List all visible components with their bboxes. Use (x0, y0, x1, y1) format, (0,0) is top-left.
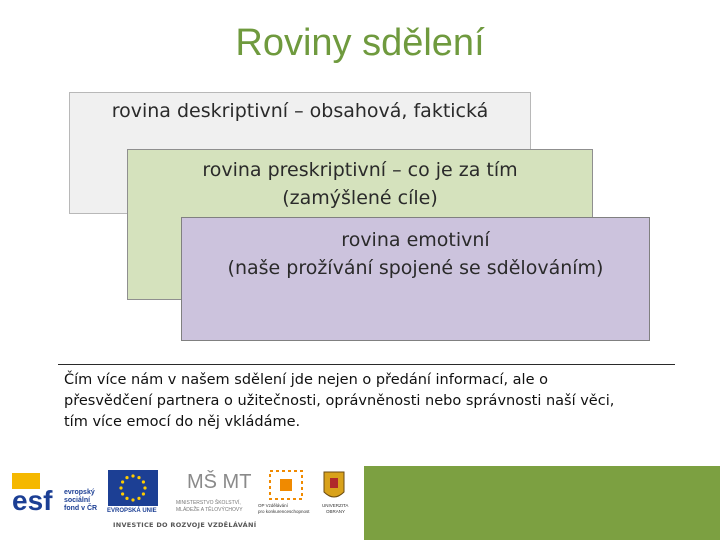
eu-star-icon (121, 492, 124, 495)
summary-note-line: Čím více nám v našem sdělení jde nejen o předání informací, ale o (64, 372, 548, 388)
university-crest-logo (322, 472, 348, 514)
eu-star-icon (121, 480, 124, 483)
footer-slogan: INVESTICE DO ROZVOJE VZDĚLÁVÁNÍ (113, 521, 257, 529)
eu-caption: EVROPSKÁ UNIE (107, 508, 157, 514)
esf-caption: fond v ČR (64, 505, 98, 512)
plane-prescriptive-label: rovina preskriptivní – co je za tím (202, 159, 518, 181)
eu-star-icon (119, 486, 122, 489)
op-caption: pro konkurenceschopnost (258, 509, 310, 514)
plane-emotive-sublabel: (naše prožívání spojené se sdělováním) (227, 257, 604, 279)
divider-line (58, 364, 675, 365)
esf-caption: sociální (64, 497, 91, 504)
eu-star-icon (131, 474, 134, 477)
msmt-caption: MLÁDEŽE A TĚLOVÝCHOVY (176, 507, 243, 513)
esf-logo-text: esf (12, 485, 53, 516)
univ-caption: UNIVERZITA (322, 503, 349, 508)
msmt-logo (176, 470, 251, 513)
univ-caption: OBRANY (326, 509, 346, 514)
msmt-logo-text: MŠ MT (187, 471, 252, 493)
slide-title: Roviny sdělení (235, 22, 485, 64)
plane-emotive-label: rovina emotivní (341, 229, 490, 251)
summary-note (64, 370, 684, 433)
op-vk-logo (258, 471, 310, 514)
plane-emotive-box (181, 217, 650, 341)
plane-descriptive-label: rovina deskriptivní – obsahová, faktická (111, 100, 489, 122)
eu-star-icon (137, 476, 140, 479)
msmt-caption: MINISTERSTVO ŠKOLSTVÍ, (176, 500, 241, 506)
plane-prescriptive-sublabel: (zamýšlené cíle) (282, 187, 438, 209)
eu-star-icon (137, 497, 140, 500)
eu-star-icon (142, 480, 145, 483)
esf-logo (12, 473, 97, 516)
eu-star-icon (125, 476, 128, 479)
eu-star-icon (143, 486, 146, 489)
eu-star-icon (131, 498, 134, 501)
op-caption: OP Vzdělávání (258, 503, 288, 508)
summary-note-line: přesvědčení partnera o užitečnosti, oprávněnosti nebo správnosti naší věci, (64, 393, 615, 409)
footer-green-strip (364, 466, 720, 540)
summary-note-line: tím více emocí do něj vkládáme. (64, 414, 301, 430)
esf-caption: evropský (64, 489, 95, 496)
eu-star-icon (142, 492, 145, 495)
eu-flag-logo (107, 470, 158, 514)
eu-star-icon (125, 497, 128, 500)
